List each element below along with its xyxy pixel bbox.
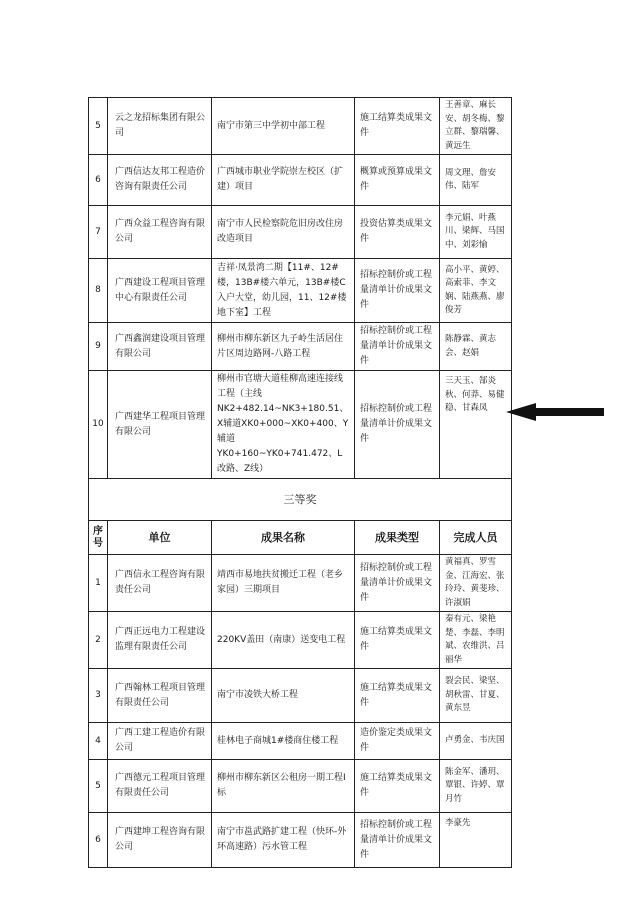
row-number: 1 [89,555,108,612]
completed-by: 陈金军、潘玥、覃银、许婷、覃月竹 [440,760,512,813]
result-type: 招标控制价或工程量清单计价成果文件 [355,323,440,371]
result-name: 柳州市官塘大道桂柳高速连接线工程（主线NK2+482.14~NK3+180.51、X辅道XK0+000~XK0+400、Y辅道YK0+160~YK0+741.472、L改路、Z线） [212,371,355,479]
completed-by: 三天玉、郜炎秋、何莽、易健稳、甘森凤 [440,371,512,479]
row-number: 3 [89,669,108,723]
row-number: 7 [89,206,108,259]
arrow-left-icon [506,403,604,421]
row-number: 6 [89,813,108,868]
unit-name: 广西正远电力工程建设监理有限责任公司 [108,612,212,669]
result-name: 柳州市柳东新区九子岭生活居住片区周边路网-八路工程 [212,323,355,371]
result-name: 桂林电子商城1#楼商住楼工程 [212,723,355,760]
unit-name: 云之龙招标集团有限公司 [108,98,212,155]
table-row [89,206,512,259]
row-number: 6 [89,155,108,206]
unit-name: 广西信永工程咨询有限责任公司 [108,555,212,612]
table-row [89,371,512,479]
completed-by: 周文理、詹安伟、陆军 [440,155,512,206]
table-row [89,669,512,723]
header-result-type: 成果类型 [355,521,440,555]
header-number: 序号 [89,521,108,555]
completed-by: 卢勇金、韦庆国 [440,723,512,760]
result-type: 施工结算类成果文件 [355,669,440,723]
unit-name: 广西工建工程造价有限公司 [108,723,212,760]
result-name: 南宁市人民检察院危旧房改住房改造项目 [212,206,355,259]
unit-name: 广西建华工程项目管理有限公司 [108,371,212,479]
award-table [88,97,512,868]
result-type: 招标控制价或工程量清单计价成果文件 [355,259,440,323]
table-row [89,612,512,669]
header-unit: 单位 [108,521,212,555]
row-number: 4 [89,723,108,760]
section-title: 三等奖 [89,479,512,521]
completed-by: 黄福真、罗雪金、江海宏、张玲玲、黄斐珍、许淑娟 [440,555,512,612]
unit-name: 广西信达友邦工程造价咨询有限责任公司 [108,155,212,206]
result-name: 220KV盖田（南康）送变电工程 [212,612,355,669]
result-name: 广西城市职业学院崇左校区（扩建）项目 [212,155,355,206]
completed-by: 王善章、麻长安、胡冬梅、黎立群、黎瑞馨、黄远生 [440,98,512,155]
result-type: 招标控制价或工程量清单计价成果文件 [355,555,440,612]
completed-by: 秦有元、梁艳楚、李磊、李明斌、农维洪、吕丽华 [440,612,512,669]
result-type: 施工结算类成果文件 [355,98,440,155]
result-type: 施工结算类成果文件 [355,612,440,669]
table-row [89,555,512,612]
table-row [89,760,512,813]
header-completed-by: 完成人员 [440,521,512,555]
result-type: 概算或预算成果文件 [355,155,440,206]
completed-by: 李元娟、叶燕川、梁辉、马国中、刘彩愉 [440,206,512,259]
result-name: 南宁市第三中学初中部工程 [212,98,355,155]
completed-by: 陈静霖、黄志会、赵娟 [440,323,512,371]
row-number: 8 [89,259,108,323]
row-number: 5 [89,98,108,155]
unit-name: 广西建坤工程咨询有限公司 [108,813,212,868]
result-type: 造价鉴定类成果文件 [355,723,440,760]
unit-name: 广西建设工程项目管理中心有限责任公司 [108,259,212,323]
result-name: 柳州市柳东新区公租房一期工程Ⅰ标 [212,760,355,813]
table-row [89,813,512,868]
unit-name: 广西德元工程项目管理有限责任公司 [108,760,212,813]
table-row [89,155,512,206]
result-name: 南宁市邕武路扩建工程（快环-外环高速路）污水管工程 [212,813,355,868]
result-type: 施工结算类成果文件 [355,760,440,813]
row-number: 10 [89,371,108,479]
completed-by: 裂会民、梁坚、胡秋雷、甘夏、黄东昱 [440,669,512,723]
table-row [89,323,512,371]
row-number: 5 [89,760,108,813]
result-type: 投资估算类成果文件 [355,206,440,259]
unit-name: 广西鑫润建设项目管理有限公司 [108,323,212,371]
result-type: 招标控制价或工程量清单计价成果文件 [355,371,440,479]
section-row [89,479,512,521]
result-name: 吉祥·凤景湾二期【11#、12#楼，13B#楼六单元，13B#楼C入户大堂，幼儿园，11、12#楼地下室】工程 [212,259,355,323]
award-table-page [88,97,511,868]
table-row [89,98,512,155]
table-row [89,259,512,323]
row-number: 2 [89,612,108,669]
table-row [89,723,512,760]
unit-name: 广西众益工程咨询有限公司 [108,206,212,259]
header-result-name: 成果名称 [212,521,355,555]
completed-by: 高小平、黄婷、高索菲、李文娴、陆燕燕、廖俊芳 [440,259,512,323]
unit-name: 广西翰林工程项目管理有限责任公司 [108,669,212,723]
row-number: 9 [89,323,108,371]
result-type: 招标控制价或工程量清单计价成果文件 [355,813,440,868]
result-name: 靖西市易地扶贫搬迁工程（老乡家园）三期项目 [212,555,355,612]
result-name: 南宁市凌铁大桥工程 [212,669,355,723]
header-row [89,521,512,555]
completed-by: 李豪先 [440,813,512,868]
